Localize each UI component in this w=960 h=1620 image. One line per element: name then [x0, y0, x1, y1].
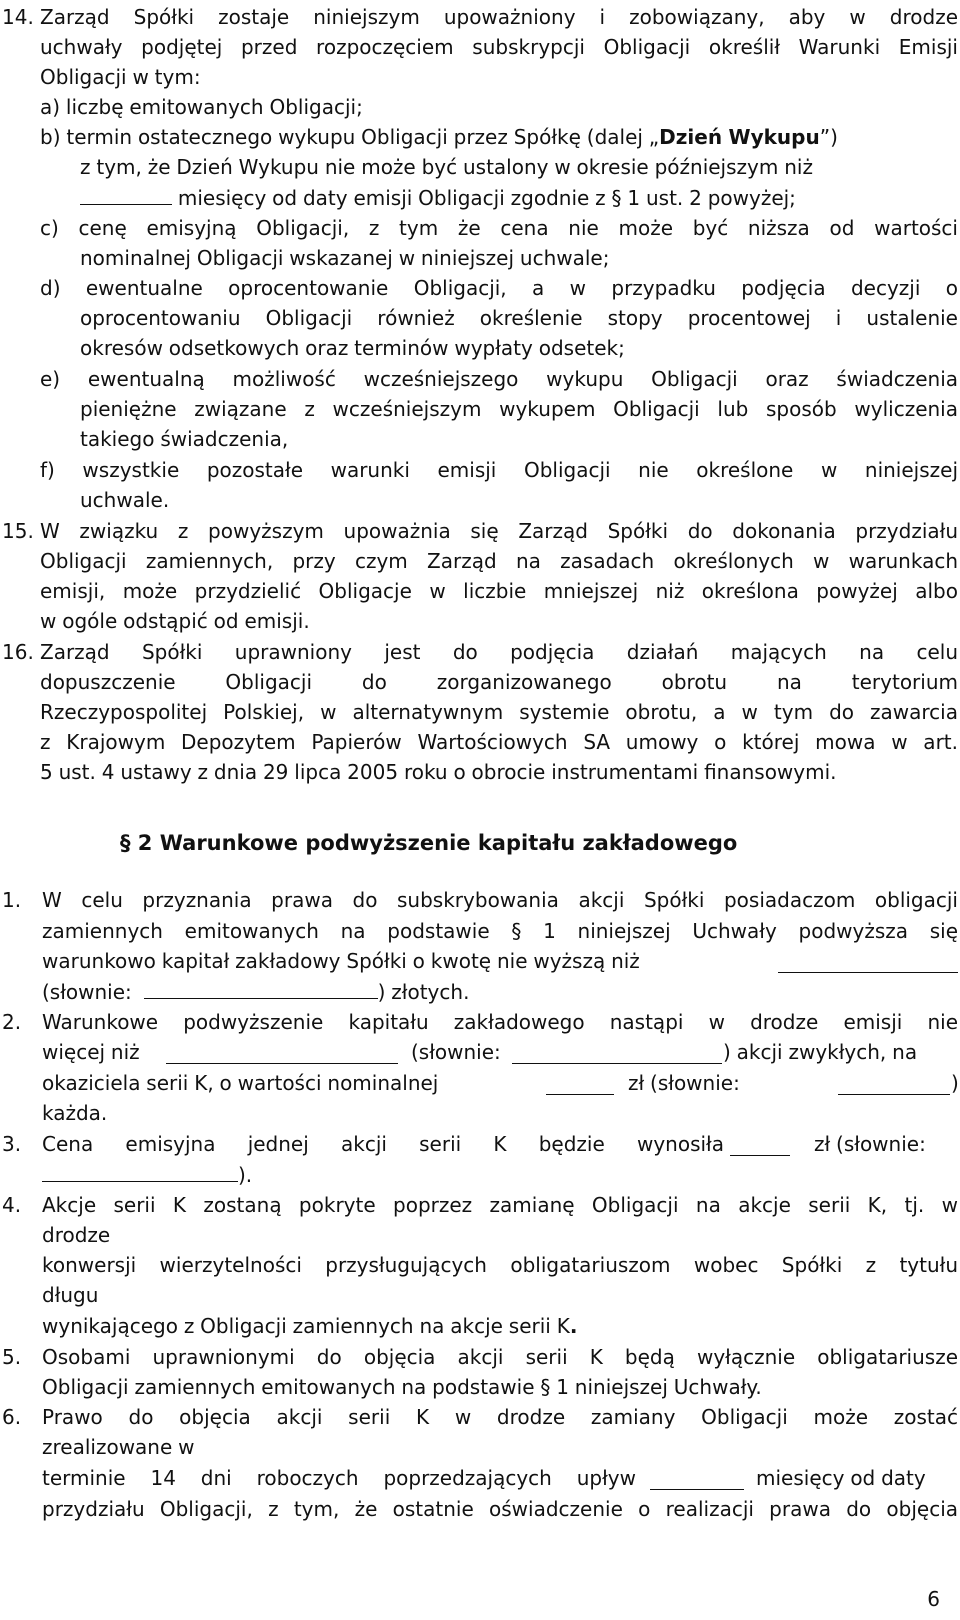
item-16-line-4: z Krajowym Depozytem Papierów Wartościowych SA umowy o której mowa w art.: [40, 730, 958, 754]
term-dzien-wykupu: Dzień Wykupu: [659, 125, 820, 149]
s2-point-6-line-3b: miesięcy od daty: [756, 1466, 926, 1490]
s2-point-3-close: ).: [238, 1163, 253, 1187]
item-16-line-2: dopuszczenie Obligacji do zorganizowanego obrotu na terytorium: [40, 670, 958, 694]
item-14-e-line-1: e) ewentualną możliwość wcześniejszego wykupu Obligacji oraz świadczenia: [40, 367, 958, 391]
item-16-line-5: 5 ust. 4 ustawy z dnia 29 lipca 2005 roku o obrocie instrumentami finansowymi.: [40, 760, 837, 784]
s2-point-2-line-3c: ): [951, 1071, 959, 1095]
s2-point-6-number: 6.: [2, 1405, 22, 1429]
s2-point-4-line-5: [42, 1311, 577, 1341]
item-14-e-line-3: takiego świadczenia,: [80, 427, 289, 451]
item-14-e-line-2: pieniężne związane z wcześniejszym wykupem Obligacji lub sposób wyliczenia: [80, 397, 958, 421]
s2-point-4-line-3: konwersji wierzytelności przysługujących obligatariuszom wobec Spółki z tytułu: [42, 1253, 958, 1277]
blank-nominal-value-words: [838, 1072, 950, 1095]
s2-point-4-line-5-text: wynikającego z Obligacji zamiennych na akcje serii K: [42, 1314, 570, 1338]
item-14-a: a) liczbę emitowanych Obligacji;: [40, 95, 363, 119]
item-16-number: 16.: [2, 640, 34, 664]
s2-point-4-line-4: długu: [42, 1283, 99, 1307]
blank-months-period: [650, 1467, 744, 1490]
item-15-line-3: emisji, może przydzielić Obligacje w liczbie mniejszej niż określona powyżej albo: [40, 579, 958, 603]
s2-point-2-line-3b: zł (słownie:: [628, 1071, 740, 1095]
item-14-line-3: Obligacji w tym:: [40, 65, 201, 89]
s2-point-3-line-1a: Cena emisyjna jednej akcji serii K będzie wynosiła: [42, 1132, 724, 1156]
s2-point-1-words-label: (słownie:: [42, 980, 132, 1004]
s2-point-3-line-2: [42, 1159, 252, 1189]
blank-share-count-words: [512, 1041, 722, 1064]
s2-point-5-number: 5.: [2, 1345, 22, 1369]
item-14-c-line-2: nominalnej Obligacji wskazanej w niniejszej uchwale;: [80, 246, 610, 270]
item-14-b-line-2: z tym, że Dzień Wykupu nie może być ustalony w okresie późniejszym niż: [80, 155, 813, 179]
item-14-b-line-3: [80, 182, 796, 212]
s2-point-4-period: .: [569, 1314, 578, 1338]
blank-months: [80, 182, 172, 205]
item-15-number: 15.: [2, 519, 34, 543]
s2-point-6-line-3a: terminie 14 dni roboczych poprzedzających upływ: [42, 1466, 636, 1490]
s2-point-5-line-2: Obligacji zamiennych emitowanych na podstawie § 1 niniejszej Uchwały.: [42, 1375, 762, 1399]
item-14-f-line-1: f) wszystkie pozostałe warunki emisji Obligacji nie określone w niniejszej: [40, 458, 958, 482]
s2-point-5-line-1: Osobami uprawnionymi do objęcia akcji serii K będą wyłącznie obligatariusze: [42, 1345, 958, 1369]
s2-point-2-number: 2.: [2, 1010, 22, 1034]
s2-point-2-line-4: każda.: [42, 1101, 108, 1125]
s2-point-6-line-1: Prawo do objęcia akcji serii K w drodze zamiany Obligacji może zostać: [42, 1405, 958, 1429]
item-14-b-close: ”): [819, 125, 838, 149]
s2-point-2-line-3a: okaziciela serii K, o wartości nominalnej: [42, 1071, 439, 1095]
s2-point-1-line-4: [42, 976, 469, 1006]
blank-amount: [778, 950, 958, 973]
item-14-b-line-1: [40, 122, 838, 152]
s2-point-1-line-2: zamiennych emitowanych na podstawie § 1 niniejszej Uchwały podwyższa się: [42, 919, 958, 943]
s2-point-3-number: 3.: [2, 1132, 22, 1156]
s2-point-6-line-2: zrealizowane w: [42, 1435, 195, 1459]
s2-point-2-line-2c: ) akcji zwykłych, na: [723, 1040, 918, 1064]
item-14-number: 14.: [2, 5, 34, 29]
item-15-line-4: w ogóle odstąpić od emisji.: [40, 609, 310, 633]
item-14-c-line-1: c) cenę emisyjną Obligacji, z tym że cena nie może być niższa od wartości: [40, 216, 958, 240]
s2-point-3-line-1b: zł (słownie:: [814, 1132, 926, 1156]
item-14-d-line-3: okresów odsetkowych oraz terminów wypłaty odsetek;: [80, 336, 625, 360]
item-16-line-1: Zarząd Spółki uprawniony jest do podjęcia działań mających na celu: [40, 640, 958, 664]
item-14-d-line-1: d) ewentualne oprocentowanie Obligacji, a w przypadku podjęcia decyzji o: [40, 276, 958, 300]
s2-point-2-line-2b: (słownie:: [411, 1040, 501, 1064]
item-16-line-3: Rzeczypospolitej Polskiej, w alternatywnym systemie obrotu, a w tym do zawarcia: [40, 700, 958, 724]
s2-point-4-line-1: Akcje serii K zostaną pokryte poprzez zamianę Obligacji na akcje serii K, tj. w: [42, 1193, 958, 1217]
blank-amount-words: [144, 976, 378, 999]
item-15-line-1: W związku z powyższym upoważnia się Zarząd Spółki do dokonania przydziału: [40, 519, 958, 543]
s2-point-4-number: 4.: [2, 1193, 22, 1217]
blank-issue-price: [730, 1133, 790, 1156]
s2-point-1-number: 1.: [2, 888, 22, 912]
s2-point-6-line-4: przydziału Obligacji, z tym, że ostatnie oświadczenie o realizacji prawa do objęcia: [42, 1497, 958, 1521]
s2-point-1-line-3: warunkowo kapitał zakładowy Spółki o kwotę nie wyższą niż: [42, 949, 640, 973]
s2-point-2-line-2a: więcej niż: [42, 1040, 140, 1064]
item-14-line-2: uchwały podjętej przed rozpoczęciem subskrypcji Obligacji określił Warunki Emisji: [40, 35, 958, 59]
item-14-d-line-2: oprocentowaniu Obligacji również określenie stopy procentowej i ustalenie: [80, 306, 958, 330]
item-14-b-text: b) termin ostatecznego wykupu Obligacji przez Spółkę (dalej „: [40, 125, 660, 149]
s2-point-1-currency: ) złotych.: [377, 980, 470, 1004]
blank-issue-price-words: [42, 1159, 238, 1182]
s2-point-1-line-1: W celu przyznania prawa do subskrybowania akcji Spółki posiadaczom obligacji: [42, 888, 958, 912]
s2-point-2-line-1: Warunkowe podwyższenie kapitału zakładowego nastąpi w drodze emisji nie: [42, 1010, 958, 1034]
s2-point-4-line-2: drodze: [42, 1223, 111, 1247]
item-14-line-1: Zarząd Spółki zostaje niniejszym upoważniony i zobowiązany, aby w drodze: [40, 5, 958, 29]
item-14-f-line-2: uchwale.: [80, 488, 170, 512]
blank-nominal-value: [546, 1072, 614, 1095]
section-heading: § 2 Warunkowe podwyższenie kapitału zakładowego: [120, 831, 738, 855]
item-15-line-2: Obligacji zamiennych, przy czym Zarząd na zasadach określonych w warunkach: [40, 549, 958, 573]
page-number: 6: [927, 1587, 940, 1611]
blank-share-count: [166, 1041, 398, 1064]
item-14-b-line-3-text: miesięcy od daty emisji Obligacji zgodnie z § 1 ust. 2 powyżej;: [177, 186, 796, 210]
